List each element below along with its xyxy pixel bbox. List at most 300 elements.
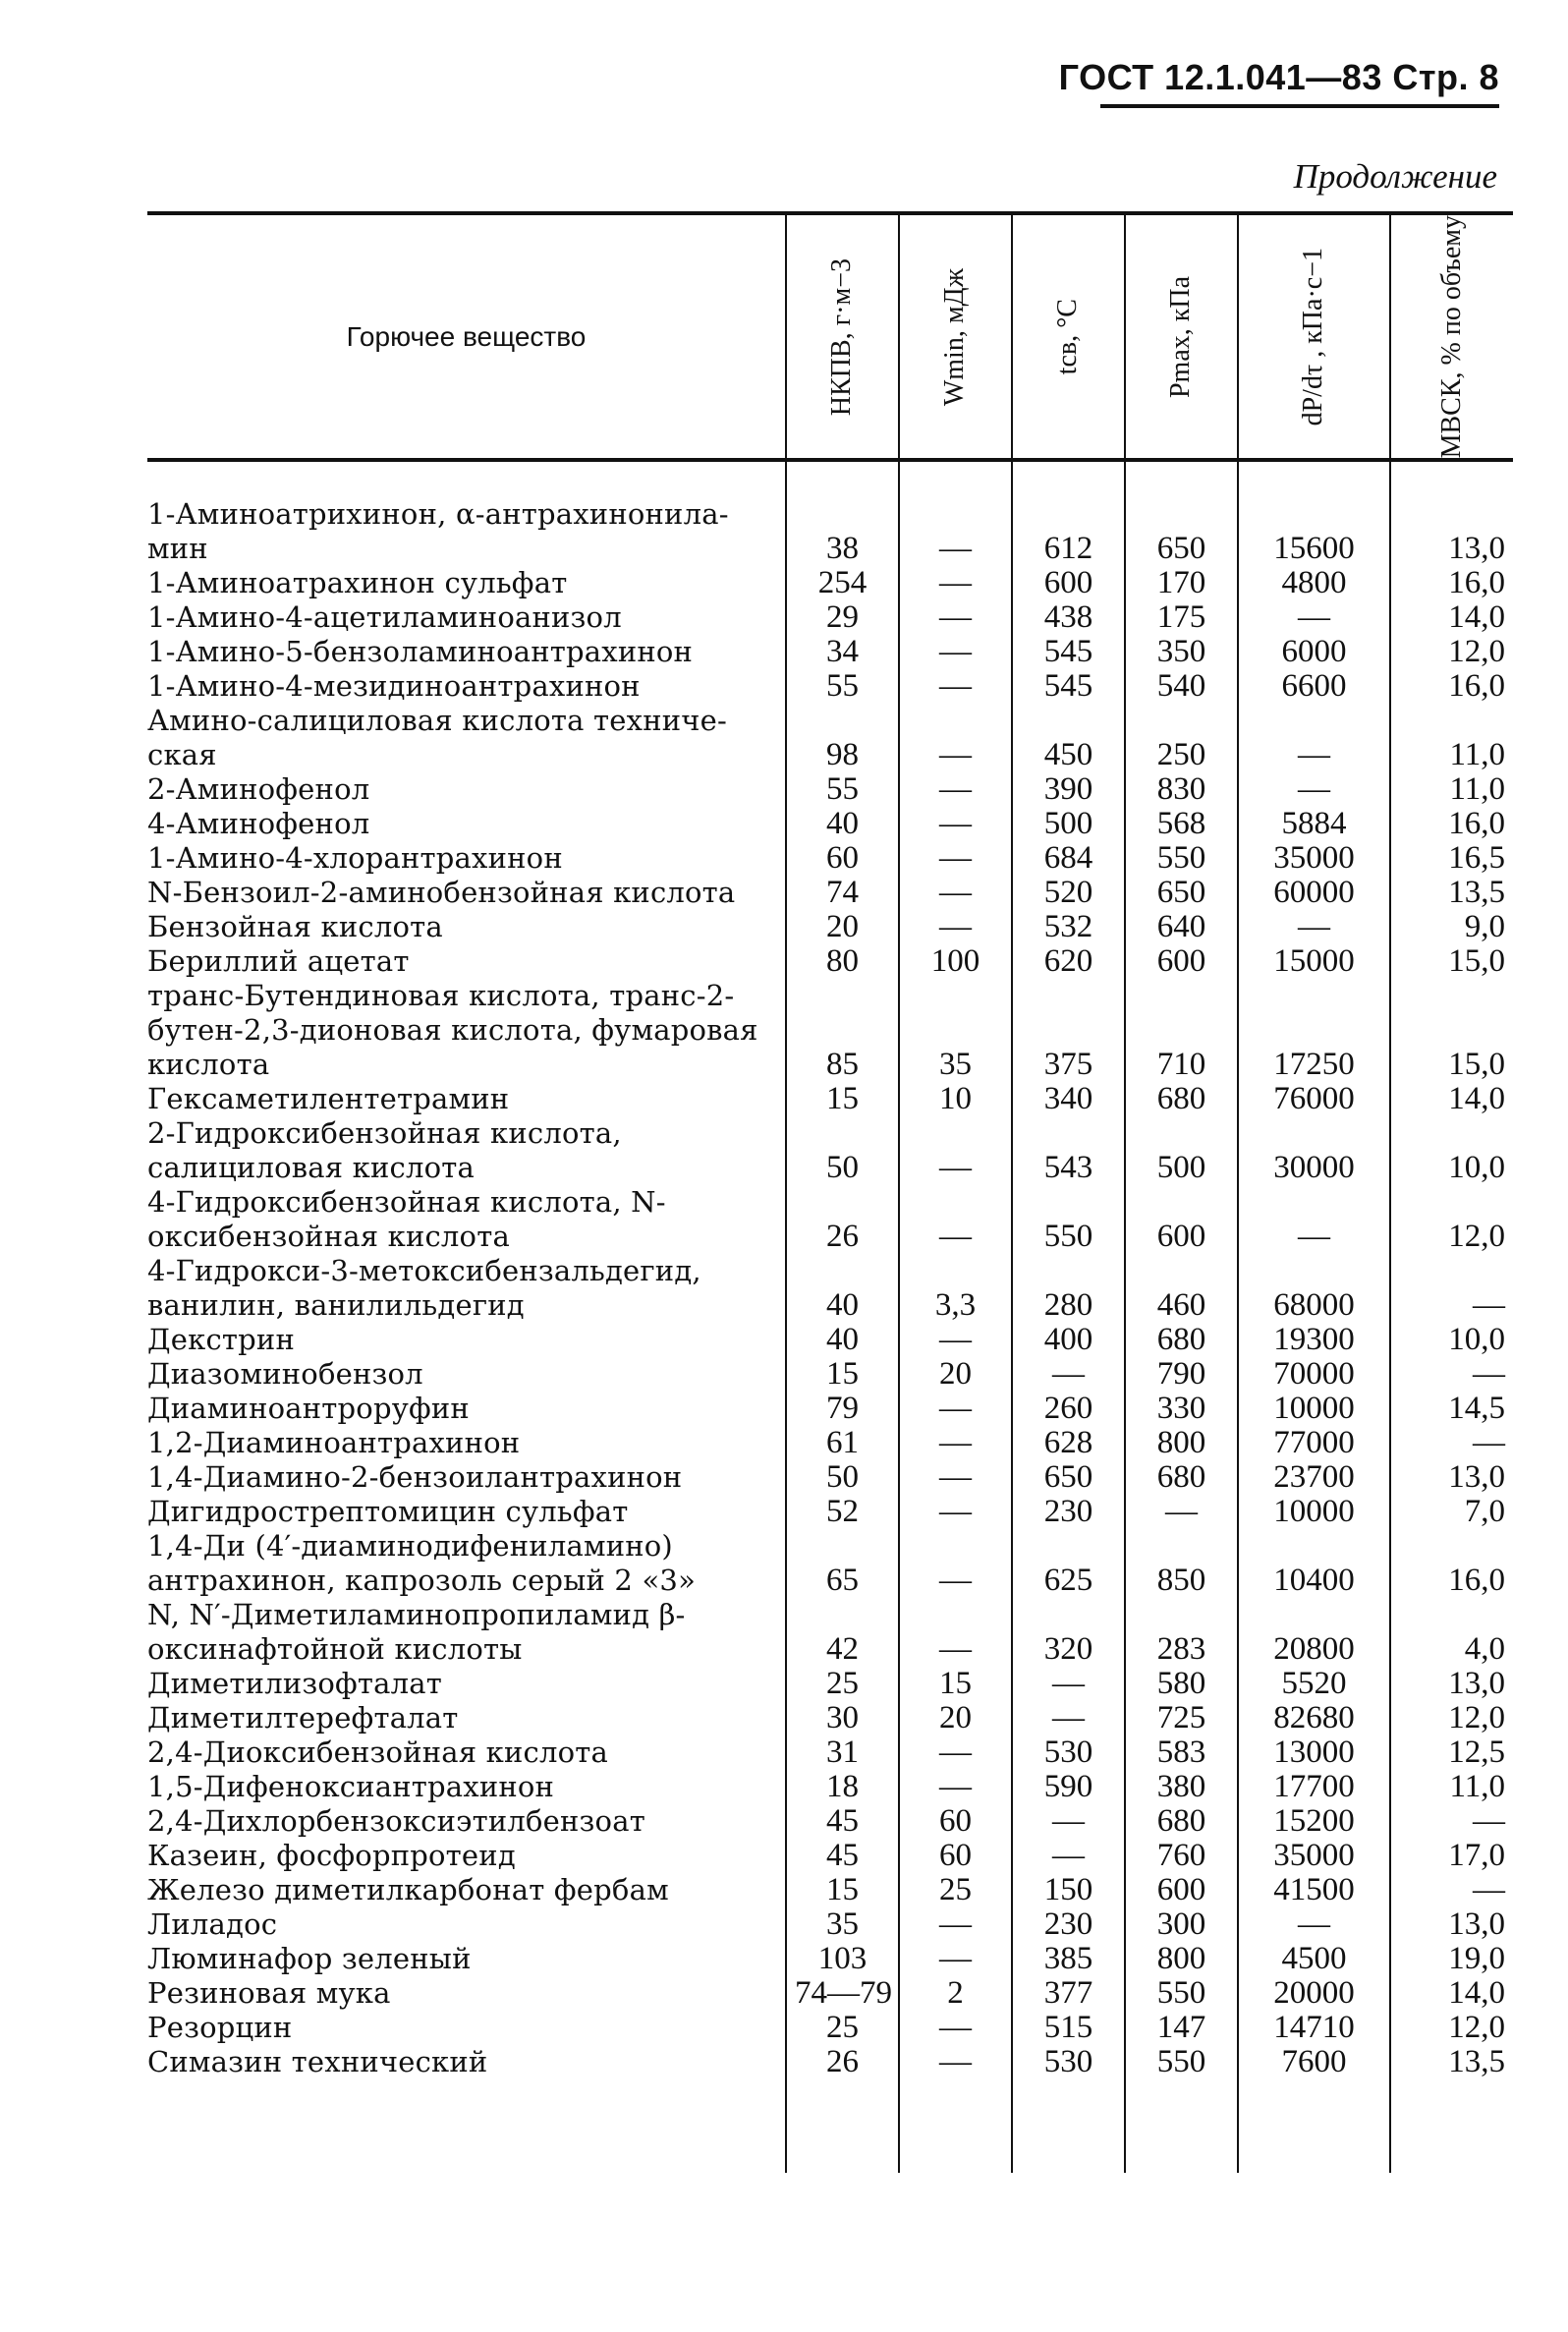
cell-pmax: 600	[1125, 944, 1238, 979]
cell-dpdt: 5884	[1238, 807, 1390, 841]
cell-mvsk: —	[1390, 1254, 1513, 1323]
cell-wmin: —	[899, 566, 1012, 600]
cell-mvsk: —	[1390, 1426, 1513, 1460]
cell-substance: 4-Гидрокси-3-метоксибензальдегид, ванилин, ванилильдегид	[147, 1254, 701, 1323]
cell-substance: 2,4-Дихлорбензоксиэтилбензоат	[147, 1804, 645, 1839]
table-row	[147, 1185, 1513, 1254]
table-row	[147, 1770, 1513, 1804]
table-row	[147, 497, 1513, 566]
cell-wmin: —	[899, 1116, 1012, 1185]
cell-pmax: 680	[1125, 1323, 1238, 1357]
cell-mvsk: 14,0	[1390, 600, 1513, 635]
table-row	[147, 1942, 1513, 1976]
cell-tsv: 230	[1012, 1907, 1125, 1942]
cell-pmax: 650	[1125, 497, 1238, 566]
cell-mvsk: 16,0	[1390, 807, 1513, 841]
continuation-label: Продолжение	[1293, 157, 1497, 196]
table-row	[147, 1976, 1513, 2011]
cell-pmax: 830	[1125, 772, 1238, 807]
cell-nkpv: 40	[786, 807, 899, 841]
cell-mvsk: 4,0	[1390, 1598, 1513, 1667]
cell-nkpv: 29	[786, 600, 899, 635]
header-rule	[1100, 104, 1499, 108]
col-header-wmin: Wmin, мДж	[899, 213, 1012, 460]
cell-dpdt: 23700	[1238, 1460, 1390, 1495]
cell-tsv: 450	[1012, 704, 1125, 772]
cell-nkpv: 60	[786, 841, 899, 876]
cell-wmin: —	[899, 1942, 1012, 1976]
cell-mvsk: 11,0	[1390, 772, 1513, 807]
cell-substance: Бензойная кислота	[147, 910, 443, 944]
table-row	[147, 1082, 1513, 1116]
page-header	[1059, 57, 1499, 98]
cell-nkpv: 254	[786, 566, 899, 600]
cell-pmax: 170	[1125, 566, 1238, 600]
table-spacer-row	[147, 460, 1513, 497]
col-header-pmax: Pmax, кПа	[1125, 213, 1238, 460]
table-row	[147, 1701, 1513, 1735]
cell-mvsk: 12,5	[1390, 1735, 1513, 1770]
cell-substance: Люминафор зеленый	[147, 1942, 472, 1976]
cell-nkpv: 65	[786, 1529, 899, 1598]
cell-tsv: 150	[1012, 1873, 1125, 1907]
table-row	[147, 772, 1513, 807]
table-row	[147, 1357, 1513, 1392]
cell-substance: N, N′-Диметиламинопропиламид β-оксинафтойной кислоты	[147, 1598, 686, 1667]
cell-mvsk: 11,0	[1390, 704, 1513, 772]
cell-dpdt: —	[1238, 704, 1390, 772]
table-row	[147, 1460, 1513, 1495]
cell-wmin: 15	[899, 1667, 1012, 1701]
cell-nkpv: 80	[786, 944, 899, 979]
table-header-row	[147, 213, 1513, 460]
cell-tsv: —	[1012, 1667, 1125, 1701]
cell-dpdt: 7600	[1238, 2045, 1390, 2079]
cell-tsv: —	[1012, 1804, 1125, 1839]
cell-dpdt: 6600	[1238, 669, 1390, 704]
cell-substance: 1,5-Дифеноксиантрахинон	[147, 1770, 555, 1804]
cell-wmin: 60	[899, 1804, 1012, 1839]
cell-dpdt: —	[1238, 772, 1390, 807]
cell-tsv: 530	[1012, 1735, 1125, 1770]
cell-dpdt: 41500	[1238, 1873, 1390, 1907]
cell-nkpv: 34	[786, 635, 899, 669]
cell-wmin: —	[899, 841, 1012, 876]
cell-dpdt: 10400	[1238, 1529, 1390, 1598]
cell-wmin: —	[899, 1495, 1012, 1529]
cell-dpdt: 5520	[1238, 1667, 1390, 1701]
cell-pmax: 550	[1125, 841, 1238, 876]
cell-wmin: —	[899, 876, 1012, 910]
cell-dpdt: 15200	[1238, 1804, 1390, 1839]
cell-dpdt: 17700	[1238, 1770, 1390, 1804]
cell-tsv: 520	[1012, 876, 1125, 910]
table-row	[147, 1323, 1513, 1357]
cell-tsv: 530	[1012, 2045, 1125, 2079]
col-header-tsv: tсв, °С	[1012, 213, 1125, 460]
cell-dpdt: 77000	[1238, 1426, 1390, 1460]
table-row	[147, 807, 1513, 841]
cell-tsv: 545	[1012, 669, 1125, 704]
cell-wmin: —	[899, 1323, 1012, 1357]
cell-tsv: 543	[1012, 1116, 1125, 1185]
cell-wmin: 3,3	[899, 1254, 1012, 1323]
cell-tsv: 550	[1012, 1185, 1125, 1254]
cell-substance: Декстрин	[147, 1323, 295, 1357]
cell-tsv: 438	[1012, 600, 1125, 635]
cell-nkpv: 26	[786, 1185, 899, 1254]
cell-nkpv: 26	[786, 2045, 899, 2079]
cell-nkpv: 15	[786, 1357, 899, 1392]
table-row	[147, 1529, 1513, 1598]
table-row	[147, 600, 1513, 635]
cell-pmax: 147	[1125, 2011, 1238, 2045]
cell-substance: 4-Гидроксибензойная кислота, N-оксибензойная кислота	[147, 1185, 666, 1254]
table-row	[147, 876, 1513, 910]
cell-nkpv: 85	[786, 979, 899, 1082]
cell-nkpv: 45	[786, 1839, 899, 1873]
cell-mvsk: 16,0	[1390, 669, 1513, 704]
cell-substance: 1-Аминоатрихинон, α-антрахинониламин	[147, 497, 729, 566]
cell-tsv: —	[1012, 1839, 1125, 1873]
cell-nkpv: 45	[786, 1804, 899, 1839]
cell-nkpv: 35	[786, 1907, 899, 1942]
col-header-nkpv: НКПВ, г·м−3	[786, 213, 899, 460]
cell-tsv: —	[1012, 1357, 1125, 1392]
cell-wmin: —	[899, 910, 1012, 944]
table-filler-row	[147, 2079, 1513, 2173]
cell-mvsk: 7,0	[1390, 1495, 1513, 1529]
cell-pmax: 550	[1125, 2045, 1238, 2079]
cell-tsv: 375	[1012, 979, 1125, 1082]
cell-tsv: 684	[1012, 841, 1125, 876]
table-row	[147, 2011, 1513, 2045]
cell-pmax: 600	[1125, 1873, 1238, 1907]
cell-substance: Диазоминобензол	[147, 1357, 423, 1392]
cell-nkpv: 15	[786, 1873, 899, 1907]
cell-mvsk: 12,0	[1390, 2011, 1513, 2045]
cell-wmin: —	[899, 1185, 1012, 1254]
cell-pmax: 800	[1125, 1426, 1238, 1460]
cell-mvsk: 16,0	[1390, 1529, 1513, 1598]
cell-pmax: 680	[1125, 1460, 1238, 1495]
cell-pmax: 583	[1125, 1735, 1238, 1770]
cell-pmax: 283	[1125, 1598, 1238, 1667]
cell-mvsk: 16,0	[1390, 566, 1513, 600]
cell-pmax: 568	[1125, 807, 1238, 841]
cell-dpdt: 15000	[1238, 944, 1390, 979]
cell-nkpv: 61	[786, 1426, 899, 1460]
cell-pmax: 380	[1125, 1770, 1238, 1804]
table-row	[147, 704, 1513, 772]
cell-tsv: 515	[1012, 2011, 1125, 2045]
cell-nkpv: 18	[786, 1770, 899, 1804]
cell-nkpv: 50	[786, 1460, 899, 1495]
cell-nkpv: 74—79	[786, 1976, 899, 2011]
cell-wmin: 10	[899, 1082, 1012, 1116]
cell-dpdt: 70000	[1238, 1357, 1390, 1392]
cell-substance: Гексаметилентетрамин	[147, 1082, 510, 1116]
cell-nkpv: 42	[786, 1598, 899, 1667]
cell-mvsk: 19,0	[1390, 1942, 1513, 1976]
cell-tsv: 340	[1012, 1082, 1125, 1116]
cell-tsv: —	[1012, 1701, 1125, 1735]
cell-tsv: 620	[1012, 944, 1125, 979]
cell-dpdt: —	[1238, 1907, 1390, 1942]
cell-pmax: 800	[1125, 1942, 1238, 1976]
cell-tsv: 400	[1012, 1323, 1125, 1357]
cell-tsv: 500	[1012, 807, 1125, 841]
cell-mvsk: 15,0	[1390, 944, 1513, 979]
cell-substance: N-Бензоил-2-аминобензойная кислота	[147, 876, 736, 910]
col-header-substance: Горючее вещество	[147, 213, 786, 460]
cell-dpdt: 35000	[1238, 1839, 1390, 1873]
cell-mvsk: 13,0	[1390, 497, 1513, 566]
cell-wmin: —	[899, 635, 1012, 669]
cell-mvsk: 10,0	[1390, 1323, 1513, 1357]
cell-pmax: 640	[1125, 910, 1238, 944]
cell-substance: Дигидрострептомицин сульфат	[147, 1495, 629, 1529]
cell-tsv: 628	[1012, 1426, 1125, 1460]
cell-nkpv: 74	[786, 876, 899, 910]
cell-tsv: 385	[1012, 1942, 1125, 1976]
cell-dpdt: —	[1238, 910, 1390, 944]
cell-mvsk: 11,0	[1390, 1770, 1513, 1804]
cell-substance: Симазин технический	[147, 2045, 488, 2079]
cell-wmin: —	[899, 1392, 1012, 1426]
cell-substance: Железо диметилкарбонат фербам	[147, 1873, 669, 1907]
cell-dpdt: 20000	[1238, 1976, 1390, 2011]
cell-pmax: 790	[1125, 1357, 1238, 1392]
cell-substance: Резорцин	[147, 2011, 293, 2045]
cell-substance: Лиладос	[147, 1907, 278, 1942]
col-header-mvsk: МВСК, % по объему	[1390, 213, 1513, 460]
table-row	[147, 1116, 1513, 1185]
cell-mvsk: —	[1390, 1873, 1513, 1907]
cell-nkpv: 103	[786, 1942, 899, 1976]
cell-wmin: —	[899, 1735, 1012, 1770]
cell-mvsk: 14,5	[1390, 1392, 1513, 1426]
document-code: ГОСТ 12.1.041—83 Стр. 8	[1058, 57, 1499, 97]
table-row	[147, 841, 1513, 876]
cell-nkpv: 38	[786, 497, 899, 566]
cell-substance: 1,4-Ди (4′-диаминодифениламино) антрахинон, капрозоль серый 2 «3»	[147, 1529, 697, 1598]
cell-tsv: 650	[1012, 1460, 1125, 1495]
cell-pmax: 250	[1125, 704, 1238, 772]
cell-dpdt: 14710	[1238, 2011, 1390, 2045]
cell-substance: Казеин, фосфорпротеид	[147, 1839, 516, 1873]
cell-substance: 1-Амино-5-бензоламиноантрахинон	[147, 635, 694, 669]
cell-mvsk: —	[1390, 1357, 1513, 1392]
cell-substance: 2,4-Диоксибензойная кислота	[147, 1735, 608, 1770]
cell-mvsk: 12,0	[1390, 1701, 1513, 1735]
cell-substance: Диаминоантроруфин	[147, 1392, 470, 1426]
cell-pmax: 330	[1125, 1392, 1238, 1426]
table-row	[147, 944, 1513, 979]
cell-dpdt: 10000	[1238, 1495, 1390, 1529]
cell-nkpv: 15	[786, 1082, 899, 1116]
cell-mvsk: 13,5	[1390, 2045, 1513, 2079]
cell-wmin: 60	[899, 1839, 1012, 1873]
cell-pmax: 350	[1125, 635, 1238, 669]
cell-dpdt: 6000	[1238, 635, 1390, 669]
cell-tsv: 625	[1012, 1529, 1125, 1598]
cell-substance: 1-Амино-4-мезидиноантрахинон	[147, 669, 641, 704]
cell-dpdt: 4500	[1238, 1942, 1390, 1976]
cell-mvsk: 17,0	[1390, 1839, 1513, 1873]
cell-tsv: 600	[1012, 566, 1125, 600]
cell-mvsk: 14,0	[1390, 1082, 1513, 1116]
cell-pmax: 460	[1125, 1254, 1238, 1323]
cell-pmax: 680	[1125, 1082, 1238, 1116]
cell-substance: 1,2-Диаминоантрахинон	[147, 1426, 521, 1460]
cell-mvsk: 12,0	[1390, 1185, 1513, 1254]
cell-nkpv: 31	[786, 1735, 899, 1770]
cell-tsv: 532	[1012, 910, 1125, 944]
cell-nkpv: 98	[786, 704, 899, 772]
cell-wmin: —	[899, 1907, 1012, 1942]
table-row	[147, 1495, 1513, 1529]
cell-pmax: 725	[1125, 1701, 1238, 1735]
cell-substance: Амино-салициловая кислота техническая	[147, 704, 727, 772]
table-row	[147, 566, 1513, 600]
cell-substance: 1-Амино-4-хлорантрахинон	[147, 841, 563, 876]
cell-mvsk: 15,0	[1390, 979, 1513, 1082]
cell-pmax: 175	[1125, 600, 1238, 635]
cell-dpdt: 35000	[1238, 841, 1390, 876]
table-body	[147, 460, 1513, 2173]
cell-mvsk: 13,0	[1390, 1460, 1513, 1495]
table-row	[147, 1804, 1513, 1839]
cell-substance: 1,4-Диамино-2-бензоилантрахинон	[147, 1460, 683, 1495]
cell-dpdt: 60000	[1238, 876, 1390, 910]
cell-wmin: 20	[899, 1357, 1012, 1392]
cell-dpdt: 68000	[1238, 1254, 1390, 1323]
cell-pmax: 850	[1125, 1529, 1238, 1598]
table-row	[147, 1426, 1513, 1460]
cell-wmin: —	[899, 1598, 1012, 1667]
cell-tsv: 280	[1012, 1254, 1125, 1323]
cell-pmax: 300	[1125, 1907, 1238, 1942]
cell-mvsk: 10,0	[1390, 1116, 1513, 1185]
cell-substance: 4-Аминофенол	[147, 807, 370, 841]
cell-mvsk: 13,0	[1390, 1907, 1513, 1942]
cell-tsv: 377	[1012, 1976, 1125, 2011]
cell-nkpv: 50	[786, 1116, 899, 1185]
cell-tsv: 545	[1012, 635, 1125, 669]
cell-substance: 1-Аминоатрахинон сульфат	[147, 566, 568, 600]
cell-wmin: —	[899, 807, 1012, 841]
cell-nkpv: 25	[786, 1667, 899, 1701]
cell-mvsk: 14,0	[1390, 1976, 1513, 2011]
cell-dpdt: 19300	[1238, 1323, 1390, 1357]
cell-dpdt: —	[1238, 1185, 1390, 1254]
cell-substance: Диметилтерефталат	[147, 1701, 459, 1735]
cell-substance: 2-Гидроксибензойная кислота, салициловая кислота	[147, 1116, 622, 1185]
cell-tsv: 320	[1012, 1598, 1125, 1667]
col-header-dpdt: dP/dτ , кПа·с−1	[1238, 213, 1390, 460]
cell-wmin: —	[899, 1426, 1012, 1460]
table-row	[147, 635, 1513, 669]
cell-nkpv: 52	[786, 1495, 899, 1529]
cell-dpdt: 13000	[1238, 1735, 1390, 1770]
table-row	[147, 2045, 1513, 2079]
cell-wmin: —	[899, 704, 1012, 772]
table-row	[147, 1667, 1513, 1701]
cell-nkpv: 30	[786, 1701, 899, 1735]
cell-pmax: —	[1125, 1495, 1238, 1529]
cell-wmin: 20	[899, 1701, 1012, 1735]
cell-substance: Бериллий ацетат	[147, 944, 410, 979]
table-row	[147, 1907, 1513, 1942]
cell-substance: Резиновая мука	[147, 1976, 391, 2011]
cell-pmax: 600	[1125, 1185, 1238, 1254]
cell-dpdt: 30000	[1238, 1116, 1390, 1185]
cell-substance: 1-Амино-4-ацетиламиноанизол	[147, 600, 622, 635]
cell-pmax: 550	[1125, 1976, 1238, 2011]
cell-mvsk: 13,0	[1390, 1667, 1513, 1701]
cell-mvsk: 16,5	[1390, 841, 1513, 876]
cell-wmin: 2	[899, 1976, 1012, 2011]
cell-mvsk: 9,0	[1390, 910, 1513, 944]
cell-dpdt: —	[1238, 600, 1390, 635]
cell-dpdt: 17250	[1238, 979, 1390, 1082]
cell-wmin: 25	[899, 1873, 1012, 1907]
cell-pmax: 580	[1125, 1667, 1238, 1701]
cell-dpdt: 82680	[1238, 1701, 1390, 1735]
cell-nkpv: 55	[786, 669, 899, 704]
cell-substance: транс-Бутендиновая кислота, транс-2-бутен-2,3-дионовая кислота, фумаровая кислота	[147, 979, 758, 1082]
table-row	[147, 669, 1513, 704]
cell-tsv: 612	[1012, 497, 1125, 566]
cell-pmax: 710	[1125, 979, 1238, 1082]
cell-mvsk: 12,0	[1390, 635, 1513, 669]
cell-tsv: 230	[1012, 1495, 1125, 1529]
cell-wmin: 35	[899, 979, 1012, 1082]
table-row	[147, 1392, 1513, 1426]
cell-dpdt: 10000	[1238, 1392, 1390, 1426]
cell-dpdt: 4800	[1238, 566, 1390, 600]
table-row	[147, 1735, 1513, 1770]
cell-dpdt: 15600	[1238, 497, 1390, 566]
cell-dpdt: 20800	[1238, 1598, 1390, 1667]
table-row	[147, 1598, 1513, 1667]
cell-wmin: —	[899, 2045, 1012, 2079]
cell-pmax: 760	[1125, 1839, 1238, 1873]
cell-dpdt: 76000	[1238, 1082, 1390, 1116]
cell-substance: Диметилизофталат	[147, 1667, 443, 1701]
table-row	[147, 979, 1513, 1082]
cell-pmax: 500	[1125, 1116, 1238, 1185]
table-row	[147, 1839, 1513, 1873]
table-row	[147, 1873, 1513, 1907]
cell-pmax: 680	[1125, 1804, 1238, 1839]
cell-wmin: —	[899, 600, 1012, 635]
cell-wmin: —	[899, 497, 1012, 566]
cell-nkpv: 55	[786, 772, 899, 807]
cell-nkpv: 25	[786, 2011, 899, 2045]
cell-wmin: —	[899, 1529, 1012, 1598]
cell-wmin: —	[899, 1770, 1012, 1804]
cell-wmin: —	[899, 1460, 1012, 1495]
cell-pmax: 650	[1125, 876, 1238, 910]
cell-substance: 2-Аминофенол	[147, 772, 370, 807]
cell-pmax: 540	[1125, 669, 1238, 704]
cell-wmin: —	[899, 669, 1012, 704]
cell-nkpv: 20	[786, 910, 899, 944]
cell-mvsk: —	[1390, 1804, 1513, 1839]
cell-wmin: 100	[899, 944, 1012, 979]
